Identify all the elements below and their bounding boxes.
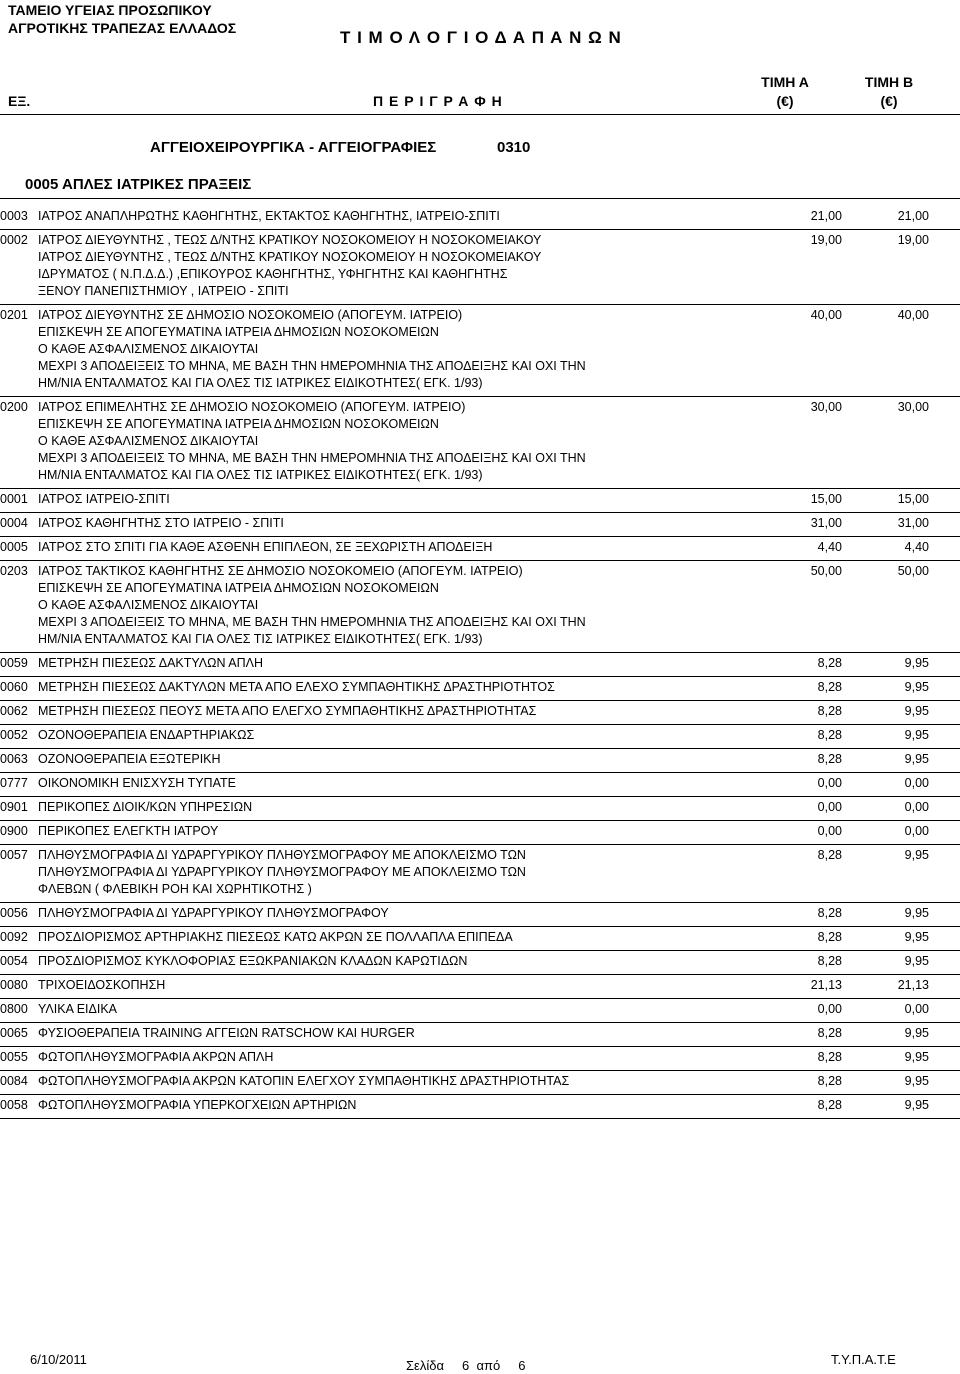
row-description <box>38 703 738 720</box>
row-description-line: ΙΑΤΡΟΣ ΔΙΕΥΘΥΝΤΗΣ , ΤΕΩΣ Δ/ΝΤΗΣ ΚΡΑΤΙΚΟΥ ΝΟΣΟΚΟΜΕΙΟΥ Η ΝΟΣΟΚΟΜΕΙΑΚΟΥ <box>38 233 542 247</box>
row-code: 0777 <box>0 776 28 790</box>
column-header-price-b <box>849 73 929 111</box>
row-code: 0002 <box>0 233 28 247</box>
row-price-a: 8,28 <box>817 752 842 766</box>
row-description-line: ΕΠΙΣΚΕΨΗ ΣΕ ΑΠΟΓΕΥΜΑΤΙΝΑ ΙΑΤΡΕΙΑ ΔΗΜΟΣΙΩΝ ΝΟΣΟΚΟΜΕΙΩΝ <box>38 325 439 339</box>
price-a-unit: (€) <box>776 93 794 109</box>
row-description <box>38 905 738 922</box>
row-price-a: 15,00 <box>810 492 842 506</box>
row-description-line: ΜΕΧΡΙ 3 ΑΠΟΔΕΙΞΕΙΣ ΤΟ ΜΗΝΑ, ΜΕ ΒΑΣΗ ΤΗΝ ΗΜΕΡΟΜΗΝΙΑ ΤΗΣ ΑΠΟΔΕΙΞΗΣ ΚΑΙ ΟΧΙ ΤΗΝ <box>38 451 586 465</box>
row-description-line: ΠΛΗΘΥΣΜΟΓΡΑΦΙΑ ΔΙ ΥΔΡΑΡΓΥΡΙΚΟΥ ΠΛΗΘΥΣΜΟΓΡΑΦΟΥ ΜΕ ΑΠΟΚΛΕΙΣΜΟ ΤΩΝ <box>38 848 526 862</box>
row-price-b: 9,95 <box>904 1026 929 1040</box>
row-description <box>38 1049 738 1066</box>
row-price-b: 9,95 <box>904 848 929 862</box>
row-description-line: ΦΩΤΟΠΛΗΘΥΣΜΟΓΡΑΦΙΑ ΑΚΡΩΝ ΑΠΛΗ <box>38 1050 274 1064</box>
row-description-line: ΞΕΝΟΥ ΠΑΝΕΠΙΣΤΗΜΙΟΥ , ΙΑΤΡΕΙΟ - ΣΠΙΤΙ <box>38 284 289 298</box>
row-description-line: ΟΖΟΝΟΘΕΡΑΠΕΙΑ ΕΝΔΑΡΤΗΡΙΑΚΩΣ <box>38 728 255 742</box>
row-code: 0001 <box>0 492 28 506</box>
price-list-table <box>0 208 960 1121</box>
row-description <box>38 799 738 816</box>
row-description-line: ΙΑΤΡΟΣ ΕΠΙΜΕΛΗΤΗΣ ΣΕ ΔΗΜΟΣΙΟ ΝΟΣΟΚΟΜΕΙΟ (ΑΠΟΓΕΥΜ. ΙΑΤΡΕΙΟ) <box>38 400 466 414</box>
row-price-a: 21,13 <box>810 978 842 992</box>
row-description <box>38 491 738 508</box>
row-price-b: 0,00 <box>904 800 929 814</box>
row-code: 0201 <box>0 308 28 322</box>
document-title: Τ Ι Μ Ο Λ Ο Γ Ι Ο Δ Α Π Α Ν Ω Ν <box>340 28 622 47</box>
row-price-b: 0,00 <box>904 1002 929 1016</box>
row-description <box>38 307 738 392</box>
row-description <box>38 727 738 744</box>
row-description-line: ΟΙΚΟΝΟΜΙΚΗ ΕΝΙΣΧΥΣΗ ΤΥΠΑΤΕ <box>38 776 236 790</box>
subcategory-title: 0005 ΑΠΛΕΣ ΙΑΤΡΙΚΕΣ ΠΡΑΞΕΙΣ <box>25 176 252 193</box>
row-price-b: 9,95 <box>904 680 929 694</box>
row-price-a: 50,00 <box>810 564 842 578</box>
row-code: 0059 <box>0 656 28 670</box>
row-code: 0055 <box>0 1050 28 1064</box>
row-price-a: 19,00 <box>810 233 842 247</box>
row-description <box>38 823 738 840</box>
org-name-line1: ΤΑΜΕΙΟ ΥΓΕΙΑΣ ΠΡΟΣΩΠΙΚΟΥ <box>8 2 212 18</box>
row-price-a: 31,00 <box>810 516 842 530</box>
table-row <box>0 679 960 701</box>
row-description-line: ΠΡΟΣΔΙΟΡΙΣΜΟΣ ΚΥΚΛΟΦΟΡΙΑΣ ΕΞΩΚΡΑΝΙΑΚΩΝ ΚΛΑΔΩΝ ΚΑΡΩΤΙΔΩΝ <box>38 954 468 968</box>
row-price-a: 8,28 <box>817 1074 842 1088</box>
row-description <box>38 208 738 225</box>
row-price-b: 9,95 <box>904 1050 929 1064</box>
row-description-line: ΙΑΤΡΟΣ ΔΙΕΥΘΥΝΤΗΣ ΣΕ ΔΗΜΟΣΙΟ ΝΟΣΟΚΟΜΕΙΟ (ΑΠΟΓΕΥΜ. ΙΑΤΡΕΙΟ) <box>38 308 463 322</box>
row-code: 0057 <box>0 848 28 862</box>
row-description <box>38 679 738 696</box>
row-description-line: ΙΑΤΡΟΣ ΔΙΕΥΘΥΝΤΗΣ , ΤΕΩΣ Δ/ΝΤΗΣ ΚΡΑΤΙΚΟΥ ΝΟΣΟΚΟΜΕΙΟΥ Η ΝΟΣΟΚΟΜΕΙΑΚΟΥ <box>38 250 542 264</box>
table-row <box>0 953 960 975</box>
row-description <box>38 399 738 484</box>
row-description-line: ΜΕΧΡΙ 3 ΑΠΟΔΕΙΞΕΙΣ ΤΟ ΜΗΝΑ, ΜΕ ΒΑΣΗ ΤΗΝ ΗΜΕΡΟΜΗΝΙΑ ΤΗΣ ΑΠΟΔΕΙΞΗΣ ΚΑΙ ΟΧΙ ΤΗΝ <box>38 359 586 373</box>
table-row <box>0 1049 960 1071</box>
row-description-line: ΜΕΤΡΗΣΗ ΠΙΕΣΕΩΣ ΔΑΚΤΥΛΩΝ ΑΠΛΗ <box>38 656 264 670</box>
row-description <box>38 1025 738 1042</box>
table-row <box>0 727 960 749</box>
row-price-b: 9,95 <box>904 906 929 920</box>
row-description <box>38 1097 738 1114</box>
row-price-b: 9,95 <box>904 1074 929 1088</box>
row-price-a: 21,00 <box>810 209 842 223</box>
row-description <box>38 977 738 994</box>
row-description <box>38 655 738 672</box>
table-row <box>0 399 960 489</box>
row-code: 0065 <box>0 1026 28 1040</box>
footer-org-abbreviation: Τ.Υ.Π.Α.Τ.Ε <box>831 1352 896 1367</box>
row-description <box>38 1073 738 1090</box>
row-price-a: 8,28 <box>817 1026 842 1040</box>
table-row <box>0 929 960 951</box>
table-row <box>0 655 960 677</box>
row-code: 0056 <box>0 906 28 920</box>
row-price-a: 40,00 <box>810 308 842 322</box>
table-row <box>0 515 960 537</box>
table-row <box>0 905 960 927</box>
row-price-b: 9,95 <box>904 954 929 968</box>
row-price-b: 9,95 <box>904 930 929 944</box>
row-price-a: 8,28 <box>817 954 842 968</box>
row-price-a: 8,28 <box>817 930 842 944</box>
row-description-line: ΙΑΤΡΟΣ ΣΤΟ ΣΠΙΤΙ ΓΙΑ ΚΑΘΕ ΑΣΘΕΝΗ ΕΠΙΠΛΕΟΝ, ΣΕ ΞΕΧΩΡΙΣΤΗ ΑΠΟΔΕΙΞΗ <box>38 540 493 554</box>
column-header-price-a <box>745 73 825 111</box>
row-code: 0003 <box>0 209 28 223</box>
row-price-b: 40,00 <box>897 308 929 322</box>
row-description-line: ΗΜ/ΝΙΑ ΕΝΤΑΛΜΑΤΟΣ ΚΑΙ ΓΙΑ ΟΛΕΣ ΤΙΣ ΙΑΤΡΙΚΕΣ ΕΙΔΙΚΟΤΗΤΕΣ( ΕΓΚ. 1/93) <box>38 376 483 390</box>
row-code: 0900 <box>0 824 28 838</box>
row-price-a: 8,28 <box>817 1098 842 1112</box>
price-a-label: ΤΙΜΗ Α <box>761 74 809 90</box>
row-code: 0005 <box>0 540 28 554</box>
price-b-label: ΤΙΜΗ Β <box>864 74 914 90</box>
row-price-b: 21,13 <box>897 978 929 992</box>
row-price-b: 4,40 <box>904 540 929 554</box>
row-price-b: 0,00 <box>904 824 929 838</box>
table-row <box>0 847 960 903</box>
row-description-line: ΦΩΤΟΠΛΗΘΥΣΜΟΓΡΑΦΙΑ ΥΠΕΡΚΟΓΧΕΙΩΝ ΑΡΤΗΡΙΩΝ <box>38 1098 357 1112</box>
row-description-line: ΜΕΧΡΙ 3 ΑΠΟΔΕΙΞΕΙΣ ΤΟ ΜΗΝΑ, ΜΕ ΒΑΣΗ ΤΗΝ ΗΜΕΡΟΜΗΝΙΑ ΤΗΣ ΑΠΟΔΕΙΞΗΣ ΚΑΙ ΟΧΙ ΤΗΝ <box>38 615 586 629</box>
row-price-b: 15,00 <box>897 492 929 506</box>
row-description <box>38 751 738 768</box>
row-description-line: ΗΜ/ΝΙΑ ΕΝΤΑΛΜΑΤΟΣ ΚΑΙ ΓΙΑ ΟΛΕΣ ΤΙΣ ΙΑΤΡΙΚΕΣ ΕΙΔΙΚΟΤΗΤΕΣ( ΕΓΚ. 1/93) <box>38 632 483 646</box>
row-description-line: ΠΛΗΘΥΣΜΟΓΡΑΦΙΑ ΔΙ ΥΔΡΑΡΓΥΡΙΚΟΥ ΠΛΗΘΥΣΜΟΓΡΑΦΟΥ <box>38 906 389 920</box>
table-row <box>0 307 960 397</box>
row-description <box>38 953 738 970</box>
row-price-b: 50,00 <box>897 564 929 578</box>
row-price-b: 30,00 <box>897 400 929 414</box>
row-description-line: Ο ΚΑΘΕ ΑΣΦΑΛΙΣΜΕΝΟΣ ΔΙΚΑΙΟΥΤΑΙ <box>38 342 259 356</box>
row-description-line: ΜΕΤΡΗΣΗ ΠΙΕΣΕΩΣ ΔΑΚΤΥΛΩΝ ΜΕΤΑ ΑΠΟ ΕΛΕΧΟ ΣΥΜΠΑΘΗΤΙΚΗΣ ΔΡΑΣΤΗΡΙΟΤΗΤΟΣ <box>38 680 555 694</box>
row-price-b: 0,00 <box>904 776 929 790</box>
row-description-line: ΤΡΙΧΟΕΙΔΟΣΚΟΠΗΣΗ <box>38 978 166 992</box>
row-description-line: ΦΥΣΙΟΘΕΡΑΠΕΙΑ TRAINING ΑΓΓΕΙΩΝ RATSCHOW ΚΑΙ HURGER <box>38 1026 415 1040</box>
row-description <box>38 775 738 792</box>
row-price-a: 8,28 <box>817 728 842 742</box>
row-price-a: 0,00 <box>817 824 842 838</box>
row-description-line: ΠΡΟΣΔΙΟΡΙΣΜΟΣ ΑΡΤΗΡΙΑΚΗΣ ΠΙΕΣΕΩΣ ΚΑΤΩ ΑΚΡΩΝ ΣΕ ΠΟΛΛΑΠΛΑ ΕΠΙΠΕΔΑ <box>38 930 513 944</box>
row-price-a: 0,00 <box>817 1002 842 1016</box>
row-description <box>38 847 738 898</box>
row-price-b: 21,00 <box>897 209 929 223</box>
row-description-line: ΜΕΤΡΗΣΗ ΠΙΕΣΕΩΣ ΠΕΟΥΣ ΜΕΤΑ ΑΠΟ ΕΛΕΓΧΟ ΣΥΜΠΑΘΗΤΙΚΗΣ ΔΡΑΣΤΗΡΙΟΤΗΤΑΣ <box>38 704 537 718</box>
row-price-b: 9,95 <box>904 704 929 718</box>
category-code: 0310 <box>497 139 531 156</box>
category-title: ΑΓΓΕΙΟΧΕΙΡΟΥΡΓΙΚΑ - ΑΓΓΕΙΟΓΡΑΦΙΕΣ <box>150 139 437 156</box>
row-description <box>38 232 738 300</box>
row-price-b: 9,95 <box>904 752 929 766</box>
row-price-a: 8,28 <box>817 1050 842 1064</box>
subcategory-divider <box>0 198 960 199</box>
row-code: 0004 <box>0 516 28 530</box>
table-row <box>0 1073 960 1095</box>
row-description-line: ΠΕΡΙΚΟΠΕΣ ΕΛΕΓΚΤΗ ΙΑΤΡΟΥ <box>38 824 219 838</box>
row-price-a: 0,00 <box>817 800 842 814</box>
row-description-line: ΙΑΤΡΟΣ ΤΑΚΤΙΚΟΣ ΚΑΘΗΓΗΤΗΣ ΣΕ ΔΗΜΟΣΙΟ ΝΟΣΟΚΟΜΕΙΟ (ΑΠΟΓΕΥΜ. ΙΑΤΡΕΙΟ) <box>38 564 523 578</box>
row-description-line: Ο ΚΑΘΕ ΑΣΦΑΛΙΣΜΕΝΟΣ ΔΙΚΑΙΟΥΤΑΙ <box>38 598 259 612</box>
table-row <box>0 703 960 725</box>
row-price-b: 19,00 <box>897 233 929 247</box>
table-row <box>0 491 960 513</box>
row-code: 0092 <box>0 930 28 944</box>
row-price-a: 8,28 <box>817 848 842 862</box>
row-description-line: ΟΖΟΝΟΘΕΡΑΠΕΙΑ ΕΞΩΤΕΡΙΚΗ <box>38 752 221 766</box>
price-b-unit: (€) <box>880 93 898 109</box>
row-code: 0052 <box>0 728 28 742</box>
row-description-line: ΕΠΙΣΚΕΨΗ ΣΕ ΑΠΟΓΕΥΜΑΤΙΝΑ ΙΑΤΡΕΙΑ ΔΗΜΟΣΙΩΝ ΝΟΣΟΚΟΜΕΙΩΝ <box>38 581 439 595</box>
row-price-a: 8,28 <box>817 656 842 670</box>
row-price-a: 30,00 <box>810 400 842 414</box>
row-description-line: ΦΛΕΒΩΝ ( ΦΛΕΒΙΚΗ ΡΟΗ ΚΑΙ ΧΩΡΗΤΙΚΟΤΗΣ ) <box>38 882 312 896</box>
row-price-a: 0,00 <box>817 776 842 790</box>
row-code: 0063 <box>0 752 28 766</box>
row-description-line: ΗΜ/ΝΙΑ ΕΝΤΑΛΜΑΤΟΣ ΚΑΙ ΓΙΑ ΟΛΕΣ ΤΙΣ ΙΑΤΡΙΚΕΣ ΕΙΔΙΚΟΤΗΤΕΣ( ΕΓΚ. 1/93) <box>38 468 483 482</box>
row-price-a: 8,28 <box>817 704 842 718</box>
row-description-line: Ο ΚΑΘΕ ΑΣΦΑΛΙΣΜΕΝΟΣ ΔΙΚΑΙΟΥΤΑΙ <box>38 434 259 448</box>
row-description <box>38 515 738 532</box>
row-code: 0203 <box>0 564 28 578</box>
row-code: 0054 <box>0 954 28 968</box>
row-price-b: 9,95 <box>904 728 929 742</box>
table-row <box>0 1001 960 1023</box>
table-row <box>0 751 960 773</box>
row-description <box>38 563 738 648</box>
footer-date: 6/10/2011 <box>30 1352 87 1367</box>
header-divider <box>0 114 960 115</box>
row-code: 0062 <box>0 704 28 718</box>
row-price-a: 8,28 <box>817 680 842 694</box>
table-row <box>0 775 960 797</box>
row-description-line: ΠΕΡΙΚΟΠΕΣ ΔΙΟΙΚ/ΚΩΝ ΥΠΗΡΕΣΙΩΝ <box>38 800 253 814</box>
org-name-line2: ΑΓΡΟΤΙΚΗΣ ΤΡΑΠΕΖΑΣ ΕΛΛΑΔΟΣ <box>8 20 237 36</box>
row-code: 0080 <box>0 978 28 992</box>
footer-page-number: Σελίδα 6 από 6 <box>406 1358 526 1373</box>
row-description <box>38 929 738 946</box>
table-row <box>0 539 960 561</box>
row-code: 0901 <box>0 800 28 814</box>
row-description-line: ΠΛΗΘΥΣΜΟΓΡΑΦΙΑ ΔΙ ΥΔΡΑΡΓΥΡΙΚΟΥ ΠΛΗΘΥΣΜΟΓΡΑΦΟΥ ΜΕ ΑΠΟΚΛΕΙΣΜΟ ΤΩΝ <box>38 865 526 879</box>
row-code: 0060 <box>0 680 28 694</box>
row-code: 0084 <box>0 1074 28 1088</box>
table-row <box>0 1025 960 1047</box>
table-row <box>0 799 960 821</box>
row-description-line: ΙΑΤΡΟΣ ΙΑΤΡΕΙΟ-ΣΠΙΤΙ <box>38 492 170 506</box>
column-header-description: Π Ε Ρ Ι Γ Ρ Α Φ Η <box>373 93 503 109</box>
row-code: 0800 <box>0 1002 28 1016</box>
row-price-b: 31,00 <box>897 516 929 530</box>
row-description-line: ΥΛΙΚΑ ΕΙΔΙΚΑ <box>38 1002 117 1016</box>
row-description <box>38 539 738 556</box>
table-row <box>0 977 960 999</box>
table-row <box>0 563 960 653</box>
row-description-line: ΙΑΤΡΟΣ ΚΑΘΗΓΗΤΗΣ ΣΤΟ ΙΑΤΡΕΙΟ - ΣΠΙΤΙ <box>38 516 284 530</box>
column-header-code: ΕΞ. <box>8 93 31 109</box>
table-row <box>0 1097 960 1119</box>
table-row <box>0 208 960 230</box>
row-price-a: 4,40 <box>817 540 842 554</box>
row-description-line: ΙΔΡΥΜΑΤΟΣ ( Ν.Π.Δ.Δ.) ,ΕΠΙΚΟΥΡΟΣ ΚΑΘΗΓΗΤΗΣ, ΥΦΗΓΗΤΗΣ ΚΑΙ ΚΑΘΗΓΗΤΗΣ <box>38 267 508 281</box>
row-code: 0200 <box>0 400 28 414</box>
table-row <box>0 232 960 305</box>
row-description-line: ΙΑΤΡΟΣ ΑΝΑΠΛΗΡΩΤΗΣ ΚΑΘΗΓΗΤΗΣ, ΕΚΤΑΚΤΟΣ ΚΑΘΗΓΗΤΗΣ, ΙΑΤΡΕΙΟ-ΣΠΙΤΙ <box>38 209 500 223</box>
row-code: 0058 <box>0 1098 28 1112</box>
row-price-a: 8,28 <box>817 906 842 920</box>
table-row <box>0 823 960 845</box>
row-description <box>38 1001 738 1018</box>
row-description-line: ΦΩΤΟΠΛΗΘΥΣΜΟΓΡΑΦΙΑ ΑΚΡΩΝ ΚΑΤΟΠΙΝ ΕΛΕΓΧΟΥ ΣΥΜΠΑΘΗΤΙΚΗΣ ΔΡΑΣΤΗΡΙΟΤΗΤΑΣ <box>38 1074 570 1088</box>
row-price-b: 9,95 <box>904 1098 929 1112</box>
row-price-b: 9,95 <box>904 656 929 670</box>
row-description-line: ΕΠΙΣΚΕΨΗ ΣΕ ΑΠΟΓΕΥΜΑΤΙΝΑ ΙΑΤΡΕΙΑ ΔΗΜΟΣΙΩΝ ΝΟΣΟΚΟΜΕΙΩΝ <box>38 417 439 431</box>
